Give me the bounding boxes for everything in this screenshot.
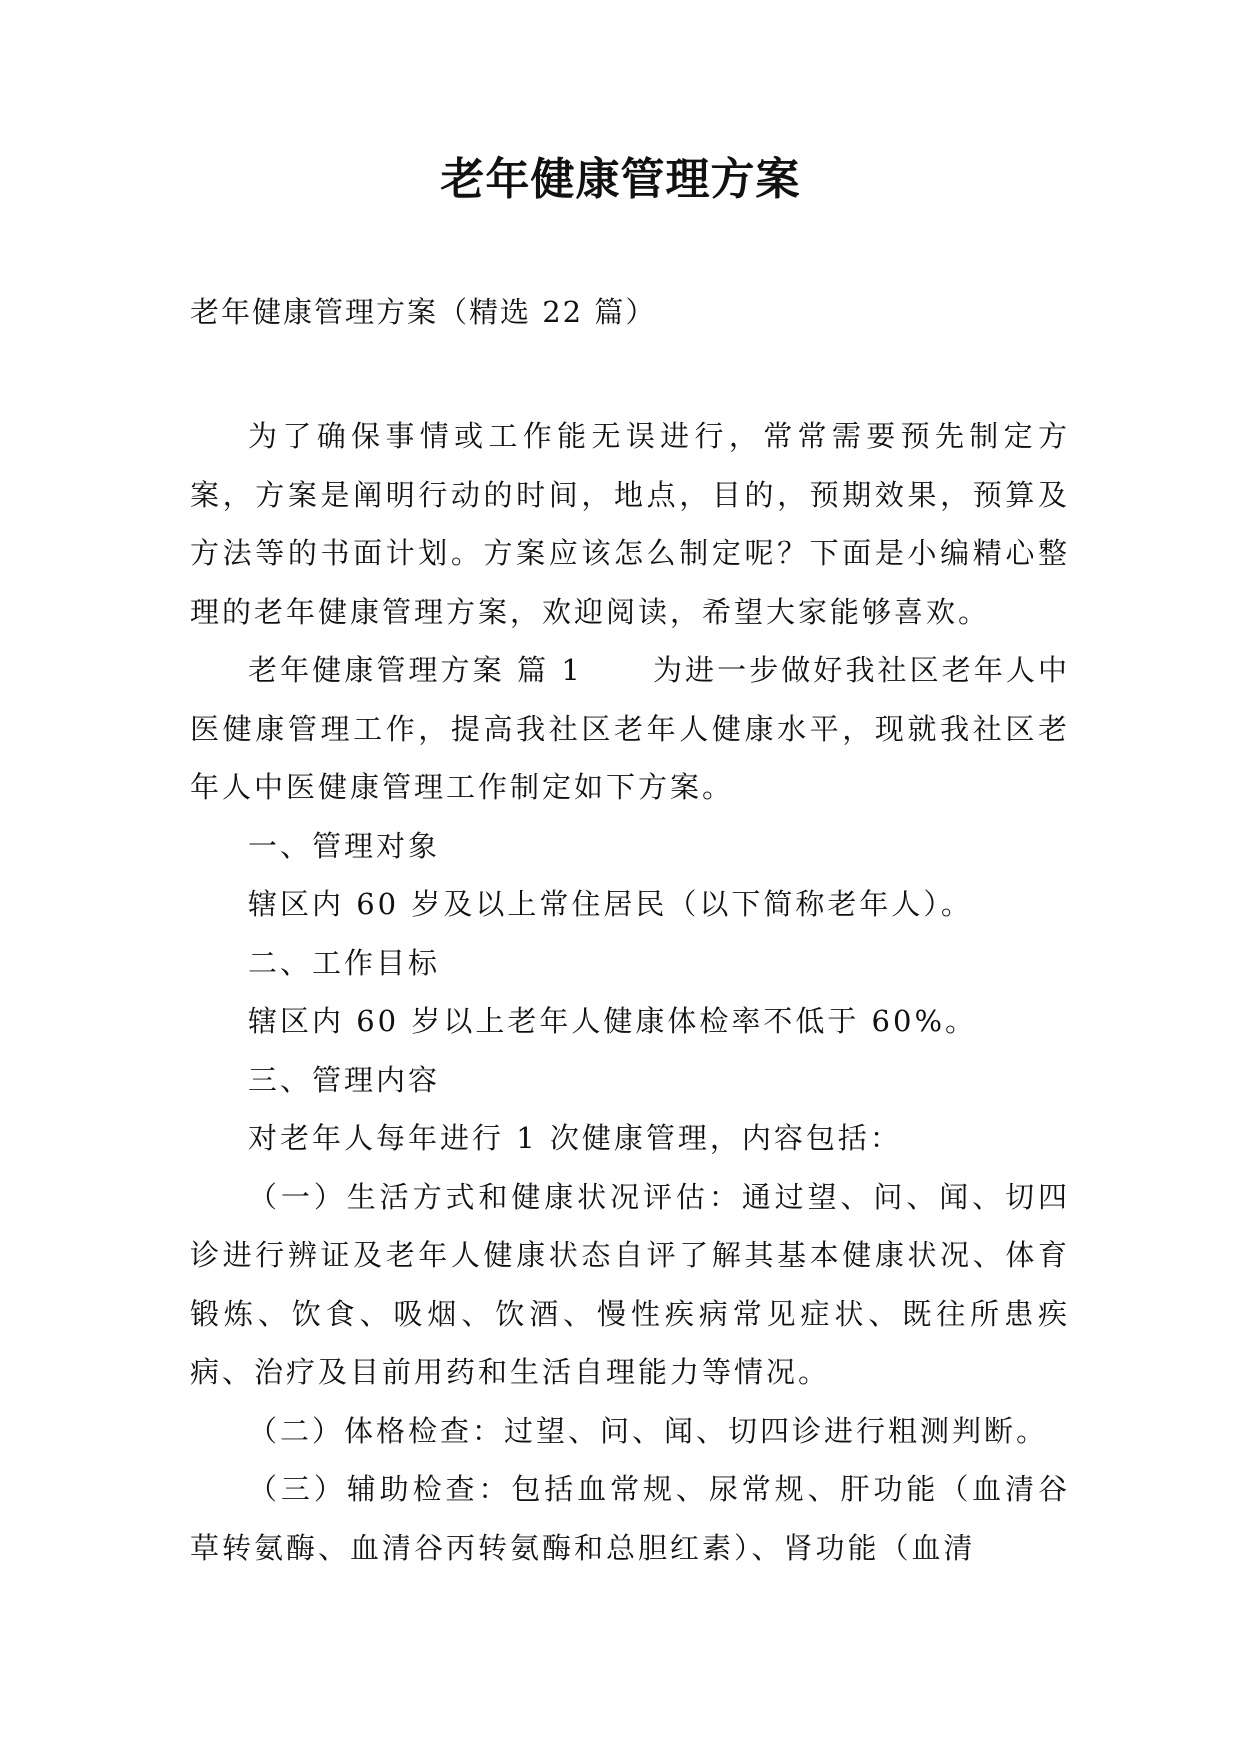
intro-paragraph: 为了确保事情或工作能无误进行，常常需要预先制定方案，方案是阐明行动的时间，地点，目的，预期效果，预算及方法等的书面计划。方案应该怎么制定呢？下面是小编精心整理的老年健康管理方案，欢迎阅读，希望大家能够喜欢。 bbox=[190, 419, 1070, 629]
document-title: 老年健康管理方案 bbox=[440, 154, 801, 205]
section-heading-3: 三、管理内容 bbox=[248, 1062, 441, 1097]
chapter-paragraph bbox=[190, 641, 1070, 817]
section-paragraph: 辖区内 60 岁及以上常住居民（以下简称老年人）。 bbox=[248, 887, 973, 921]
section-paragraph: （一）生活方式和健康状况评估：通过望、问、闻、切四诊进行辨证及老年人健康状态自评了解其基本健康状况、体育锻炼、饮食、吸烟、饮酒、慢性疾病常见症状、既往所患疾病、治疗及目前用药和生活自理能力等情况。 bbox=[190, 1179, 1070, 1389]
section-heading-2: 二、工作目标 bbox=[248, 945, 441, 980]
section-paragraph: 辖区内 60 岁以上老年人健康体检率不低于 60%。 bbox=[248, 1004, 978, 1038]
section-paragraph: （三）辅助检查：包括血常规、尿常规、肝功能（血清谷草转氨酶、血清谷丙转氨酶和总胆红素）、肾功能（血清 bbox=[190, 1472, 1070, 1565]
section-paragraph: 对老年人每年进行 1 次健康管理，内容包括： bbox=[248, 1121, 902, 1155]
section-heading-1: 一、管理对象 bbox=[248, 828, 441, 863]
chapter-intro: 为进一步做好我社区老年人中医健康管理工作，提高我社区老年人健康水平，现就我社区老年人中医健康管理工作制定如下方案。 bbox=[190, 653, 1070, 804]
section-paragraph: （二）体格检查：过望、问、闻、切四诊进行粗测判断。 bbox=[248, 1413, 1049, 1448]
document-subtitle: 老年健康管理方案（精选 22 篇） bbox=[190, 295, 657, 329]
chapter-label: 老年健康管理方案 篇 1 bbox=[248, 653, 583, 687]
document-body bbox=[190, 407, 1070, 1577]
